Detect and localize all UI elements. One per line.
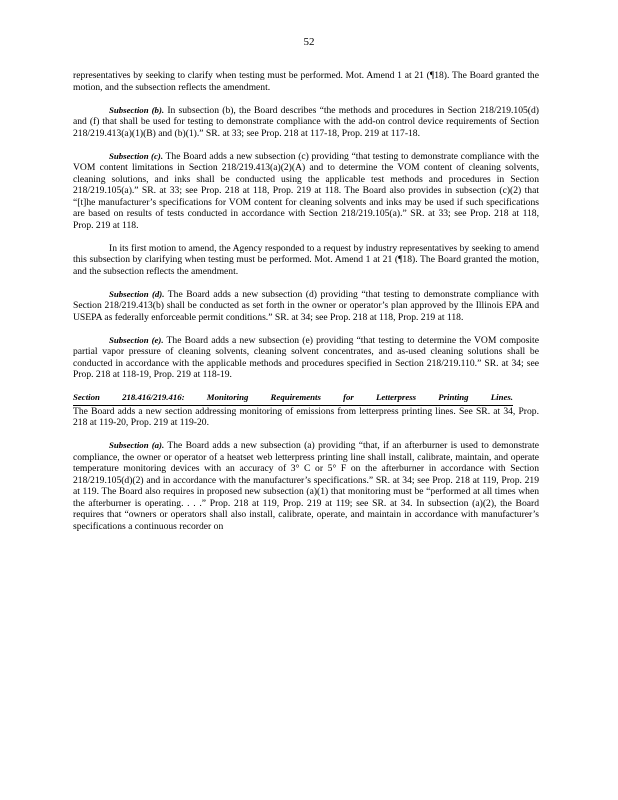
section-heading-text: Section 218.416/219.416: Monitoring Requirements for Letterpress Printing Lines. [73, 392, 513, 402]
paragraph-text: representatives by seeking to clarify when testing must be performed. Mot. Amend 1 at 21 (¶18). The Board granted the motion, and the subsection reflects the amendment. [73, 70, 539, 93]
paragraph-subsection-e [73, 335, 539, 381]
subsection-label: Subsection (d). [109, 288, 165, 299]
paragraph-text: The Board adds a new subsection (a) providing “that, if an afterburner is used to demonstrate compliance, the owner or operator of a heatset web letterpress printing line shall install, calibrate, maintain, and operate temperature monitoring devices with an accuracy of 3° C or 5° F on the afterburner in accordance with Section 218/219.105(d)(2) and in accordance with the manufacturer’s specifications.” SR. at 34; see Prop. 218 at 119, Prop. 219 at 119. The Board also requires in proposed new subsection (a)(1) that monitoring must be “performed at all times when the afterburner is operating. . . .” Prop. 218 at 119, Prop. 219 at 119; see SR. at 34. In subsection (a)(2), the Board requires that “owners or operators shall also install, calibrate, operate, and maintain in accordance with manufacturer’s specifications a continuous recorder on [73, 440, 539, 532]
subsection-label: Subsection (a). [109, 440, 165, 450]
document-body [73, 70, 539, 544]
page-number: 52 [303, 36, 315, 48]
paragraph-subsection-a [73, 440, 539, 532]
subsection-label: Subsection (b). [109, 104, 165, 115]
paragraph-motion [73, 243, 539, 278]
subsection-label: Subsection (c). [109, 150, 164, 161]
subsection-label: Subsection (e). [109, 334, 164, 345]
paragraph-text: The Board adds a new subsection (e) providing “that testing to determine the VOM composite partial vapor pressure of cleaning solvents, cleaning solvent concentrates, and as-used cleaning solutions shall be conducted in accordance with the applicable methods and procedures specified in Section 218/219.110.” SR. at 34; see Prop. 218 at 118-19, Prop. 219 at 118-19. [73, 334, 539, 380]
paragraph-1 [73, 70, 539, 93]
paragraph-subsection-d [73, 289, 539, 324]
section-intro [73, 406, 539, 429]
paragraph-text: In its first motion to amend, the Agency responded to a request by industry representatives by seeking to amend this subsection by clarifying when testing must be performed. Mot. Amend 1 at 21 (¶18). The Board granted the motion, and the subsection reflects the amendment. [73, 242, 539, 277]
paragraph-text: The Board adds a new subsection (d) providing “that testing to demonstrate compliance with Section 218/219.413(b) shall be conducted as set forth in the owner or operator’s plan approved by the Illinois EPA and USEPA as federally enforceable permit conditions.” SR. at 34; see Prop. 218 at 118, Prop. 219 at 118. [73, 288, 539, 323]
paragraph-subsection-b [73, 105, 539, 140]
paragraph-text: The Board adds a new subsection (c) providing “that testing to demonstrate compliance with the VOM content limitations in Section 218/219.413(a)(2)(A) and to determine the VOM content of cleaning solvents, cleaning solutions, and inks shall be conducted using the applicable test methods and procedures in Section 218/219.105(a).” SR. at 33; see Prop. 218 at 118, Prop. 219 at 118. The Board also provides in subsection (c)(2) that “[t]he manufacturer’s specifications for VOM content for cleaning solvents and inks may be used if such specifications are based on results of tests conducted in accordance with Section 218/219.105(a).” SR. at 33; see Prop. 218 at 118, Prop. 219 at 118. [73, 150, 539, 231]
paragraph-subsection-c [73, 151, 539, 232]
paragraph-text: In subsection (b), the Board describes “the methods and procedures in Section 218/219.105(d) and (f) that shall be used for testing to demonstrate compliance with the add-on control device requirements of Section 218/219.413(a)(1)(B) and (b)(1).” SR. at 33; see Prop. 218 at 117-18, Prop. 219 at 117-18. [73, 104, 539, 139]
paragraph-text: The Board adds a new section addressing monitoring of emissions from letterpress printing lines. See SR. at 34, Prop. 218 at 119-20, Prop. 219 at 119-20. [73, 405, 539, 428]
section-heading [73, 392, 513, 406]
